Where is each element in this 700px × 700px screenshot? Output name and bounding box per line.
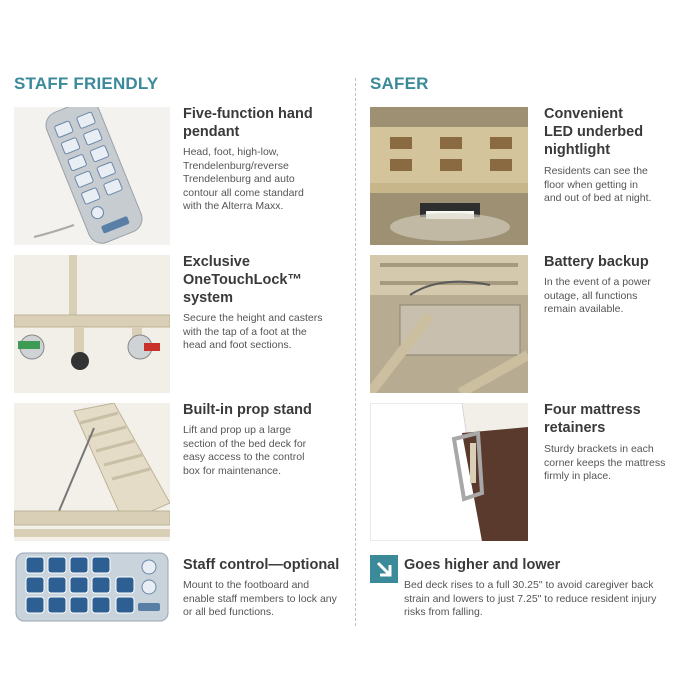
hand-pendant-image — [14, 107, 170, 245]
prop-stand-image — [14, 403, 170, 541]
safer-heading: SAFER — [370, 74, 429, 93]
feature-title-led-nightlight: Convenient LED underbed nightlight — [544, 106, 644, 158]
feature-title-battery-backup: Battery backup — [544, 254, 649, 270]
feature-desc-battery-backup: In the event of a power outage, all functions remain available. — [544, 276, 651, 315]
feature-desc-led-nightlight: Residents can see the floor when getting in and out of bed at night. — [544, 165, 652, 204]
feature-title-onetouchlock: Exclusive OneTouchLock™ system — [183, 254, 302, 306]
staff-control-image — [14, 551, 170, 623]
feature-desc-staff-control: Mount to the footboard and enable staff members to lock any or all bed functions. — [183, 579, 337, 618]
feature-desc-prop-stand: Lift and prop up a large section of the bed deck for easy access to the control box for maintenance. — [183, 424, 307, 477]
mattress-retainers-image — [370, 403, 528, 541]
arrow-icon — [370, 555, 398, 583]
feature-title-hand-pendant: Five-function hand pendant — [183, 106, 313, 140]
staff-friendly-heading: STAFF FRIENDLY — [14, 74, 159, 93]
led-nightlight-image — [370, 107, 528, 245]
feature-title-higher-lower: Goes higher and lower — [404, 557, 561, 573]
feature-desc-onetouchlock: Secure the height and casters with the tap of a foot at the head and foot sections. — [183, 312, 323, 351]
feature-desc-mattress-retainers: Sturdy brackets in each corner keeps the mattress firmly in place. — [544, 443, 666, 482]
battery-backup-image — [370, 255, 528, 393]
feature-title-prop-stand: Built-in prop stand — [183, 402, 312, 418]
onetouchlock-image — [14, 255, 170, 393]
column-divider — [355, 78, 356, 626]
feature-desc-hand-pendant: Head, foot, high-low, Trendelenburg/reverse Trendelenburg and auto contour all come standard with the Alterra Maxx. — [183, 146, 304, 212]
feature-desc-higher-lower: Bed deck rises to a full 30.25" to avoid caregiver back strain and lowers to just 7.25" to reduce resident injury risks from falling. — [404, 579, 657, 618]
feature-title-staff-control: Staff control—optional — [183, 557, 340, 573]
feature-title-mattress-retainers: Four mattress retainers — [544, 402, 641, 436]
